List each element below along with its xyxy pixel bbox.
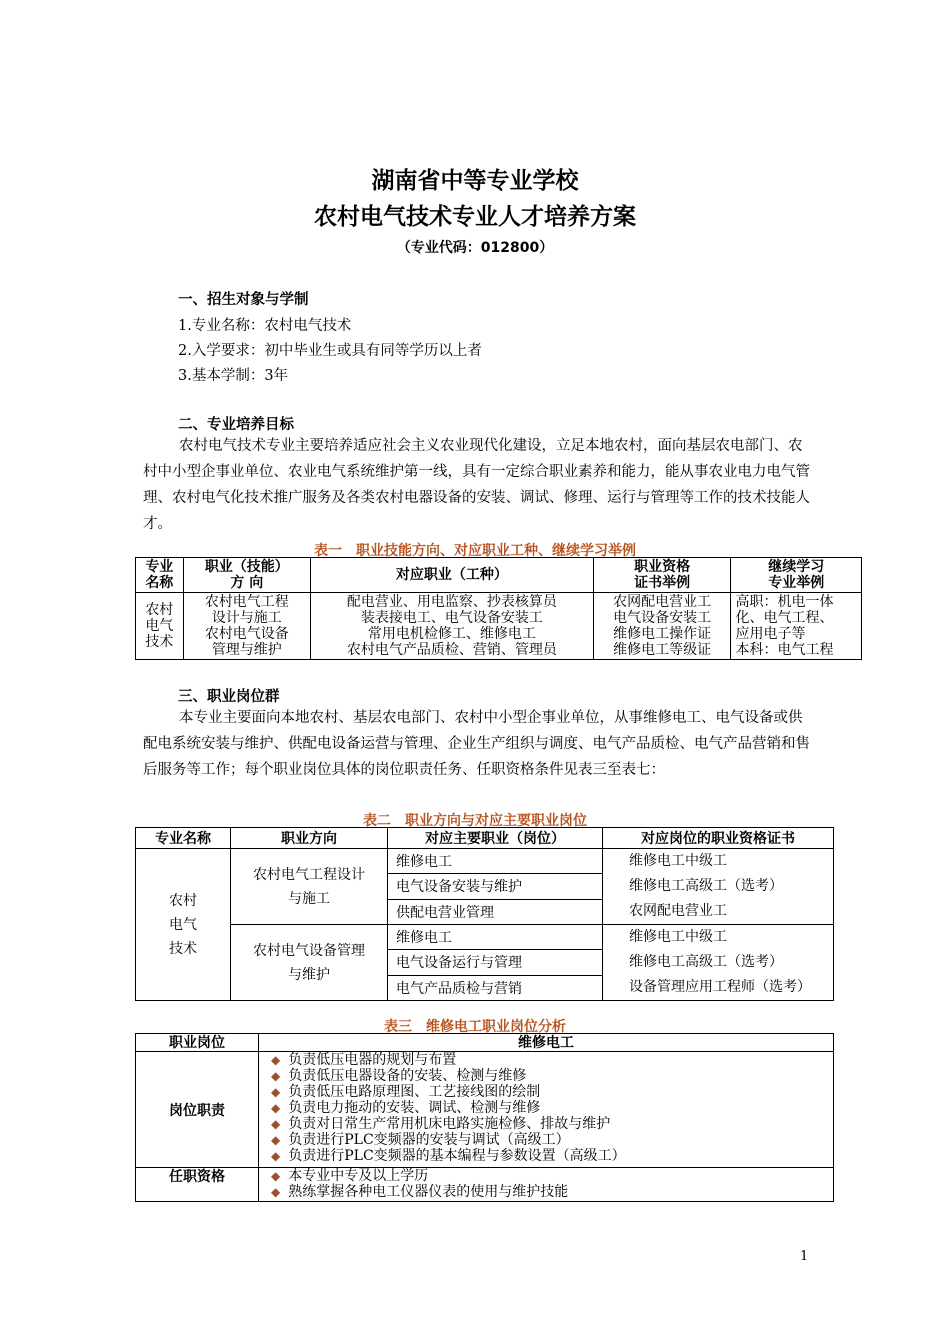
- table3: [135, 1033, 834, 1202]
- diamond-bullet-icon: ◆: [271, 1101, 281, 1115]
- list-item: ◆ 负责低压电器设备的安装、检测与维修: [271, 1068, 527, 1084]
- t2-major: 农村 电气 技术: [136, 849, 231, 1001]
- program-code: （专业代码：012800）: [396, 240, 554, 256]
- section3-heading: 三、职业岗位群: [178, 689, 280, 705]
- t3-qual-list: [259, 1168, 834, 1202]
- diamond-bullet-icon: ◆: [271, 1133, 281, 1147]
- section1-item: 1.专业名称：农村电气技术: [178, 318, 352, 334]
- t2-header: 职业方向: [231, 828, 388, 849]
- diamond-bullet-icon: ◆: [271, 1117, 281, 1131]
- list-item: ◆ 负责电力拖动的安装、调试、检测与维修: [271, 1100, 541, 1116]
- list-item: ◆ 负责低压电路原理图、工艺接线图的绘制: [271, 1084, 541, 1100]
- t2-job: 电气设备运行与管理: [388, 950, 603, 975]
- table1: [135, 557, 862, 660]
- section1-heading: 一、招生对象与学制: [178, 292, 309, 308]
- t1-cell-major: 农村 电气 技术: [136, 593, 184, 660]
- diamond-bullet-icon: ◆: [271, 1069, 281, 1083]
- table2: [135, 827, 834, 1001]
- list-item: ◆ 负责对日常生产常用机床电路实施检修、排故与维护: [271, 1116, 611, 1132]
- t2-header: 专业名称: [136, 828, 231, 849]
- t2-job: 供配电营业管理: [388, 899, 603, 924]
- diamond-bullet-icon: ◆: [271, 1185, 281, 1199]
- t2-job: 维修电工: [388, 849, 603, 874]
- t2-job: 电气产品质检与营销: [388, 975, 603, 1000]
- t2-certs: 维修电工中级工 维修电工高级工（选考） 农网配电营业工: [603, 849, 834, 925]
- t3-duties-list: [259, 1052, 834, 1168]
- t2-job: 电气设备安装与维护: [388, 874, 603, 899]
- diamond-bullet-icon: ◆: [271, 1053, 281, 1067]
- list-item: ◆ 负责进行PLC变频器的基本编程与参数设置（高级工）: [271, 1148, 626, 1164]
- t3-header-right: 维修电工: [259, 1034, 834, 1052]
- list-item: ◆ 本专业中专及以上学历: [271, 1168, 429, 1184]
- section1-item: 3.基本学制：3年: [178, 368, 289, 384]
- t3-duties-label: 岗位职责: [136, 1052, 259, 1168]
- doc-title-line2: 农村电气技术专业人才培养方案: [314, 204, 636, 230]
- section2-heading: 二、专业培养目标: [178, 417, 294, 433]
- section2-paragraph: 农村电气技术专业主要培养适应社会主义农业现代化建设，立足本地农村，面向基层农电部门、农村中小型企事业单位、农业电气系统维护第一线，具有一定综合职业素养和能力，能从事农业电力电气管理、农村电气化技术推广服务及各类农村电器设备的安装、调试、修理、运行与管理等工作的技术技能人才。: [143, 438, 810, 532]
- t2-direction: 农村电气设备管理 与维护: [231, 925, 388, 1001]
- diamond-bullet-icon: ◆: [271, 1149, 281, 1163]
- page-number: 1: [800, 1249, 809, 1264]
- t1-header-jobs: 对应职业（工种）: [311, 558, 594, 593]
- diamond-bullet-icon: ◆: [271, 1169, 281, 1183]
- list-item: ◆ 负责低压电器的规划与布置: [271, 1052, 457, 1068]
- t2-direction: 农村电气工程设计 与施工: [231, 849, 388, 925]
- section1-item: 2.入学要求：初中毕业生或具有同等学历以上者: [178, 343, 482, 359]
- diamond-bullet-icon: ◆: [271, 1085, 281, 1099]
- t1-cell-jobs: 配电营业、用电监察、抄表核算员 装表接电工、电气设备安装工 常用电机检修工、维修电工 农村电气产品质检、营销、管理员: [311, 593, 594, 660]
- doc-title-line1: 湖南省中等专业学校: [371, 168, 579, 194]
- t2-header: 对应主要职业（岗位）: [388, 828, 603, 849]
- t2-header: 对应岗位的职业资格证书: [603, 828, 834, 849]
- t1-header-further: 继续学习 专业举例: [731, 558, 862, 593]
- list-item: ◆ 熟练掌握各种电工仪器仪表的使用与维护技能: [271, 1184, 569, 1200]
- table2-caption: 表二 职业方向与对应主要职业岗位: [363, 813, 587, 829]
- t2-job: 维修电工: [388, 925, 603, 950]
- t3-header-left: 职业岗位: [136, 1034, 259, 1052]
- section3-paragraph: 本专业主要面向本地农村、基层农电部门、农村中小型企事业单位，从事维修电工、电气设备或供配电系统安装与维护、供配电设备运营与管理、企业生产组织与调度、电气产品质检、电气产品营销和售后服务等工作；每个职业岗位具体的岗位职责任务、任职资格条件见表三至表七：: [143, 710, 810, 778]
- table3-caption: 表三 维修电工职业岗位分析: [384, 1019, 566, 1035]
- t1-cell-cert: 农网配电营业工 电气设备安装工 维修电工操作证 维修电工等级证: [593, 593, 731, 660]
- t1-cell-further: 高职：机电一体 化、电气工程、 应用电子等 本科：电气工程: [731, 593, 862, 660]
- t1-header-major: 专业 名称: [136, 558, 184, 593]
- list-item: ◆ 负责进行PLC变频器的安装与调试（高级工）: [271, 1132, 570, 1148]
- t1-cell-direction: 农村电气工程 设计与施工 农村电气设备 管理与维护: [183, 593, 310, 660]
- t1-header-cert: 职业资格 证书举例: [593, 558, 731, 593]
- t3-qual-label: 任职资格: [136, 1168, 259, 1202]
- t2-certs: 维修电工中级工 维修电工高级工（选考） 设备管理应用工程师（选考）: [603, 925, 834, 1001]
- table1-caption: 表一 职业技能方向、对应职业工种、继续学习举例: [314, 543, 636, 559]
- t1-header-direction: 职业（技能） 方 向: [183, 558, 310, 593]
